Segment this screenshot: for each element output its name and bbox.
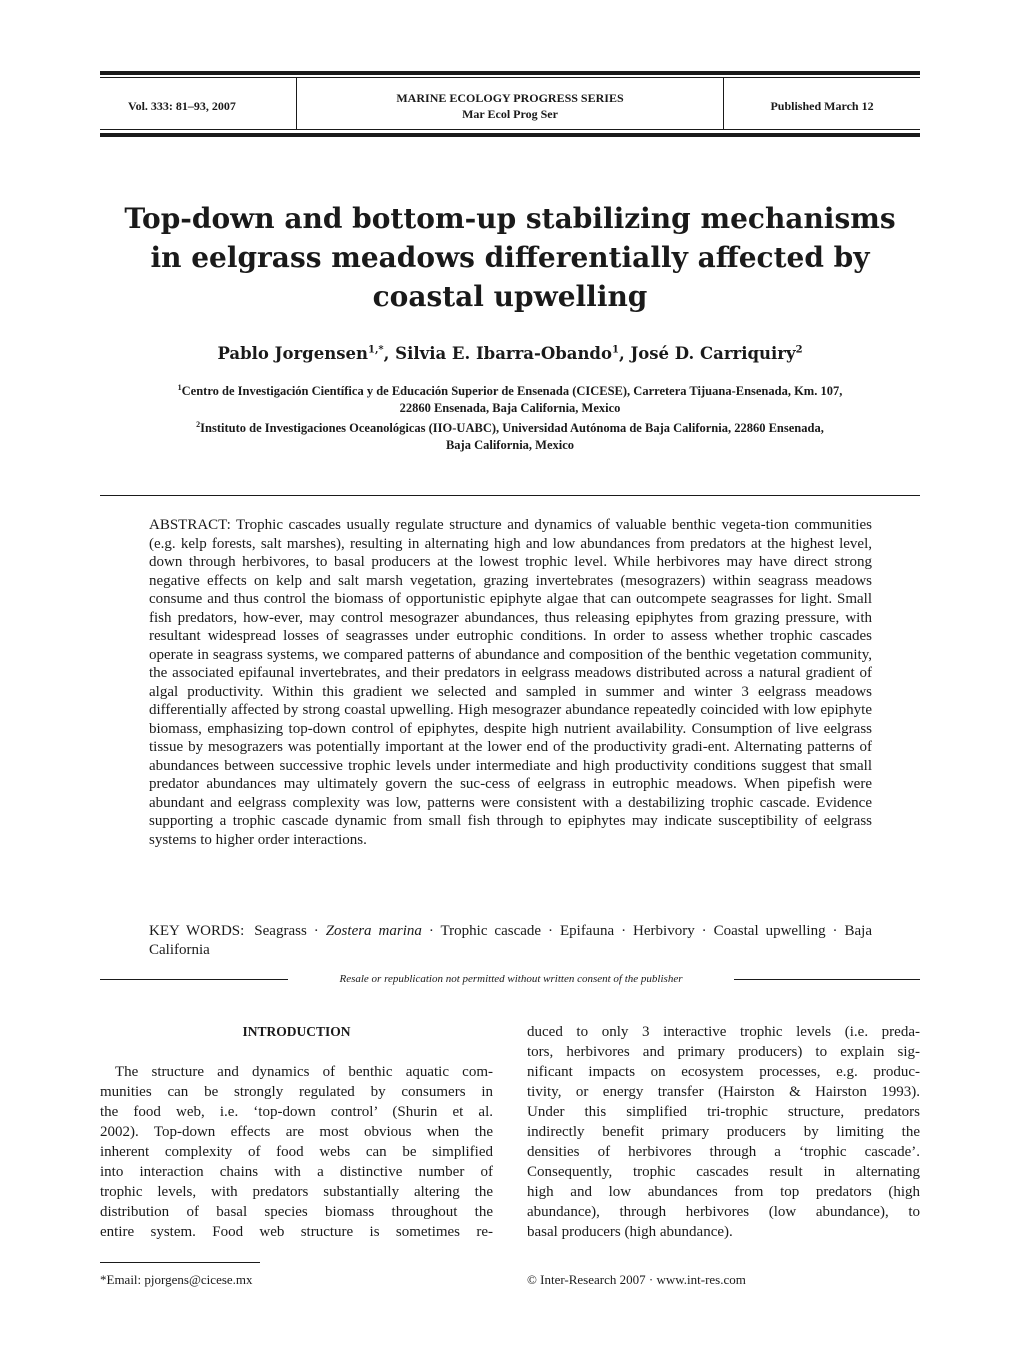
author-affiliation-mark: 1,* [367, 344, 384, 356]
author-separator: , [383, 344, 396, 363]
abstract-text: Trophic cascades usually regulate structure and dynamics of valuable benthic vegeta-tion communities (e.g. kelp forests, salt marshes), resulting in alternating high and low abundances from predators at the highest level, down through herbivores, to basal producers at the lowest trophic level. While herbivores may have direct strong negative effects on kelp and salt marsh vegetation, grazing invertebrates (mesograzers) within seagrass meadows consume and thus control the biomass of opportunistic epiphyte algae that can outcompete seagrasses for light. Small fish predators, how-ever, may control mesograzer abundances, thus releasing epiphytes from grazing pressure, with resultant widespread losses of seagrasses under eutrophic conditions. In order to assess whether trophic cascades operate in seagrass systems, we compared patterns of abundance and composition of the benthic vegetation community, the associated epifaunal invertebrates, and their predators in eelgrass meadows distributed across a natural gradient of algal productivity. Within this gradient we selected and sampled in summer and winter 3 eelgrass meadows differentially affected by strong coastal upwelling. High mesograzer abundance repeatedly coincided with low epiphyte biomass, emphasizing top-down control of epiphytes, despite high nutrient availability. Consumption of live eelgrass tissue by mesograzers was potentially important at the lower end of the productivity gradi-ent. Alternating patterns of abundances between successive trophic levels under intermediate and high productivity conditions suggest that small predator abundances may ultimately govern the suc-cess of eelgrass in eutrophic meadows. When pipefish were abundant and eelgrass complexity was low, patterns were consistent with a destabilizing trophic cascade. Evidence supporting a trophic cascade dynamic from small fish through to epiphytes may indicate susceptibility of eelgrass systems to higher order interactions. [149, 517, 872, 848]
intro-left-column [100, 1062, 493, 1242]
affiliation-2 [100, 420, 920, 454]
text-line: densities of herbivores through a ‘trophic cascade’. [527, 1144, 920, 1160]
affiliation-line: Centro de Investigación Científica y de Educación Superior de Ensenada (CICESE), Carretera Tijuana-Ensenada, Km. 107, [181, 384, 843, 398]
affiliation-line: Instituto de Investigaciones Oceanológicas (IIO-UABC), Universidad Autónoma de Baja California, 22860 Ensenada, [200, 421, 824, 435]
keyword-separator: · [421, 923, 441, 939]
corresponding-email: *Email: pjorgens@cicese.mx [100, 1272, 253, 1287]
title-line: Top-down and bottom-up stabilizing mechanisms [124, 202, 896, 235]
header-bottom-rule [100, 133, 920, 137]
author-list [100, 342, 920, 366]
keyword-separator: · [541, 923, 560, 939]
text-line: inherent complexity of food webs can be simplified [100, 1144, 493, 1160]
journal-abbrev: Mar Ecol Prog Ser [462, 107, 558, 121]
resale-rule-left [100, 979, 288, 980]
keyword-separator: · [614, 923, 634, 939]
header-top-rule [100, 71, 920, 75]
text-line: Under this simplified tri-trophic structure, predators [527, 1104, 920, 1120]
keyword: Baja California [149, 923, 872, 958]
text-line: The structure and dynamics of benthic aquatic com- [115, 1064, 493, 1080]
author-affiliation-mark: 1 [611, 344, 619, 356]
title-line: in eelgrass meadows differentially affected by [150, 241, 870, 274]
resale-notice: Resale or republication not permitted without written consent of the publisher [339, 973, 683, 985]
text-line: trophic levels, with predators substantially altering the [100, 1184, 493, 1200]
journal-name: MARINE ECOLOGY PROGRESS SERIES [396, 91, 624, 105]
section-heading: INTRODUCTION [242, 1024, 351, 1039]
author-name: Silvia E. Ibarra-Obando [395, 344, 612, 363]
text-line: tors, herbivores and primary producers) to explain sig- [527, 1044, 920, 1060]
text-line: 2002). Top-down effects are most obvious when the [100, 1124, 493, 1140]
text-line: duced to only 3 interactive trophic levels (i.e. preda- [527, 1024, 920, 1040]
copyright: © Inter-Research 2007 · www.int-res.com [527, 1272, 746, 1287]
author-affiliation-mark: 2 [795, 344, 803, 356]
author-separator: , [618, 344, 631, 363]
header-bottom-thin-rule [100, 129, 920, 130]
text-line: abundance), through herbivores (low abundance), to [527, 1204, 920, 1220]
resale-rule-right [734, 979, 920, 980]
keyword: Herbivory [633, 923, 695, 939]
author-name: Pablo Jorgensen [217, 344, 368, 363]
text-line: Consequently, trophic cascades result in alternating [527, 1164, 920, 1180]
publication-date: Published March 12 [770, 99, 874, 113]
keyword: Zostera marina [325, 923, 422, 939]
intro-right-column [527, 1022, 920, 1242]
text-line: entire system. Food web structure is sometimes re- [100, 1224, 493, 1240]
text-line: the food web, i.e. ‘top-down control’ (Shurin et al. [100, 1104, 493, 1120]
keyword: Seagrass [254, 923, 307, 939]
author-name: José D. Carriquiry [630, 344, 796, 363]
footnote-rule [100, 1262, 260, 1263]
keyword: Coastal upwelling [713, 923, 826, 939]
affiliation-mark: 2 [196, 419, 201, 429]
abstract-top-rule [100, 495, 920, 496]
keyword-separator: · [306, 923, 326, 939]
text-line: indirectly benefit primary producers by limiting the [527, 1124, 920, 1140]
text-line: tivity, or energy transfer (Hairston & Hairston 1993). [527, 1084, 920, 1100]
header-top-thin-rule [100, 77, 920, 78]
affiliation-1 [100, 383, 920, 417]
keywords-label: KEY WORDS: [149, 923, 245, 939]
title-line: coastal upwelling [372, 280, 648, 313]
affiliation-mark: 1 [177, 382, 182, 392]
keyword: Epifauna [559, 923, 615, 939]
keyword: Trophic cascade [440, 923, 542, 939]
volume-info: Vol. 333: 81–93, 2007 [128, 99, 236, 113]
abstract-label: ABSTRACT: [149, 517, 231, 533]
keyword-separator: · [825, 923, 845, 939]
affiliation-line: 22860 Ensenada, Baja California, Mexico [399, 401, 621, 415]
paper-title [100, 199, 920, 316]
text-line: distribution of basal species biomass throughout the [100, 1204, 493, 1220]
keywords [149, 922, 872, 959]
affiliation-line: Baja California, Mexico [445, 438, 575, 452]
text-line: into interaction chains with a distinctive number of [100, 1164, 493, 1180]
text-line: munities can be strongly regulated by consumers in [100, 1084, 493, 1100]
abstract [149, 516, 872, 849]
text-line: basal producers (high abundance). [527, 1224, 733, 1240]
keyword-separator: · [694, 923, 714, 939]
text-line: nificant impacts on ecosystem processes, e.g. produc- [527, 1064, 920, 1080]
text-line: high and low abundances from top predators (high [527, 1184, 920, 1200]
